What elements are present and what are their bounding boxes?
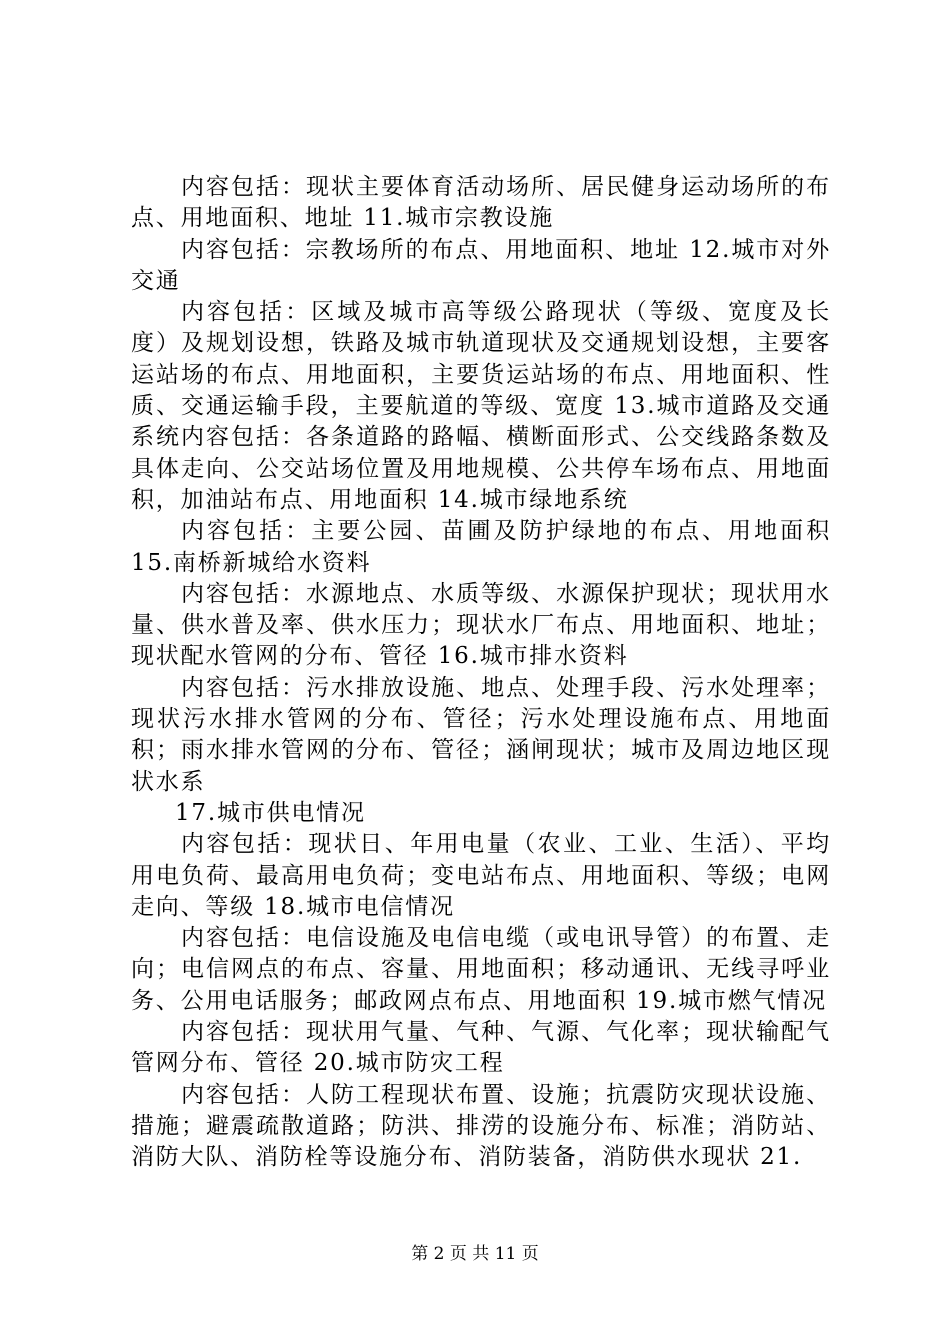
page-number-label: 第 2 页 共 11 页: [411, 1244, 539, 1264]
paragraph-gas: 内容包括：现状用气量、气种、气源、气化率；现状输配气管网分布、管径 20.城市防灾工程: [131, 1019, 831, 1077]
paragraph-telecom: 内容包括：电信设施及电信电缆（或电讯导管）的布置、走向；电信网点的布点、容量、用地面积；移动通讯、无线寻呼业务、公用电话服务；邮政网点布点、用地面积 19.城市燃气情况: [131, 925, 831, 1014]
page-footer: [0, 1244, 950, 1264]
paragraph-drainage: 内容包括：污水排放设施、地点、处理手段、污水处理率；现状污水排水管网的分布、管径；污水处理设施布点、用地面积；雨水排水管网的分布、管径；涵闸现状；城市及周边地区现状水系: [131, 674, 831, 795]
paragraph-external-traffic: 内容包括：区域及城市高等级公路现状（等级、宽度及长度）及规划设想，铁路及城市轨道现状及交通规划设想，主要客运站场的布点、用地面积，主要货运站场的布点、用地面积、性质、交通运输手段，主要航道的等级、宽度 13.城市道路及交通系统内容包括：各条道路的路幅、横断面形式、公交线路条数及具体走向、公交站场位置及用地规模、公共停车场布点、用地面积，加油站布点、用地面积 14.城市绿地系统: [131, 299, 831, 513]
paragraph-power-supply: 内容包括：现状日、年用电量（农业、工业、生活）、平均用电负荷、最高用电负荷；变电站布点、用地面积、等级；电网走向、等级 18.城市电信情况: [131, 831, 831, 920]
document-body: [131, 172, 831, 1174]
paragraph-water-supply: 内容包括：水源地点、水质等级、水源保护现状；现状用水量、供水普及率、供水压力；现状水厂布点、用地面积、地址；现状配水管网的分布、管径 16.城市排水资料: [131, 580, 831, 670]
paragraph-disaster-prevention: 内容包括：人防工程现状布置、设施；抗震防灾现状设施、措施；避震疏散道路；防洪、排涝的设施分布、标准；消防站、消防大队、消防栓等设施分布、消防装备，消防供水现状 21.: [131, 1081, 831, 1171]
paragraph-religious-facilities: 内容包括：宗教场所的布点、用地面积、地址 12.城市对外交通: [131, 236, 831, 294]
paragraph-green-space: 内容包括：主要公园、苗圃及防护绿地的布点、用地面积 15.南桥新城给水资料: [131, 518, 831, 576]
section-heading-power-supply: 17.城市供电情况: [175, 799, 366, 826]
paragraph-sports-facilities: 内容包括：现状主要体育活动场所、居民健身运动场所的布点、用地面积、地址 11.城市宗教设施: [131, 174, 831, 232]
